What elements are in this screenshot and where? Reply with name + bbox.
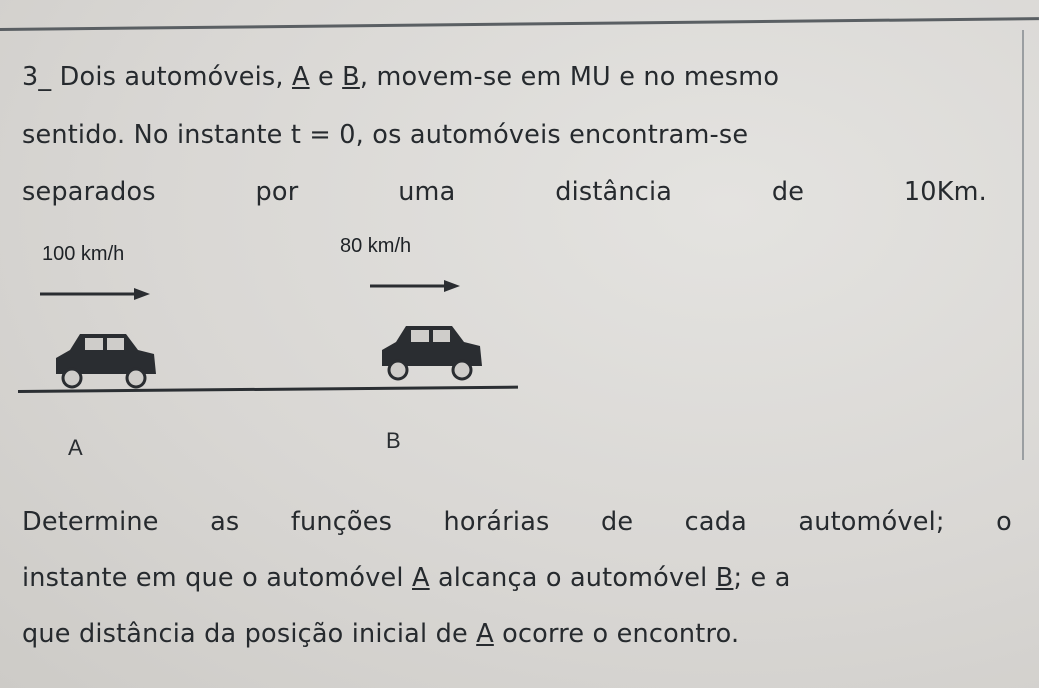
word: as bbox=[210, 507, 240, 537]
word: automóvel; bbox=[798, 507, 945, 537]
word: cada bbox=[684, 507, 747, 537]
velocity-arrow-a bbox=[38, 284, 153, 304]
speed-label-a: 100 km/h bbox=[42, 243, 125, 265]
problem-line-2: sentido. No instante t = 0, os automóveis encontram-se bbox=[22, 120, 749, 150]
word: de bbox=[600, 507, 634, 537]
problem-line-3 bbox=[22, 177, 987, 207]
question-line-1 bbox=[22, 507, 1012, 537]
word: por bbox=[255, 177, 299, 207]
question-line-3 bbox=[22, 619, 739, 649]
problem-number: 3_ bbox=[22, 62, 52, 92]
problem-text: , movem-se em MU e no mesmo bbox=[359, 62, 780, 92]
velocity-arrow-b bbox=[368, 276, 463, 296]
word: uma bbox=[398, 177, 456, 207]
car-label-b: B bbox=[386, 428, 401, 453]
car-a-ref: A bbox=[291, 62, 310, 92]
problem-text: Dois automóveis, bbox=[51, 62, 292, 92]
right-margin-rule bbox=[1022, 30, 1024, 460]
problem-line-1 bbox=[22, 62, 779, 92]
problem-text: e bbox=[309, 62, 343, 92]
car-label-a: A bbox=[68, 435, 83, 460]
word: separados bbox=[22, 177, 156, 207]
car-b-icon bbox=[378, 320, 486, 382]
question-text: que distância da posição inicial de bbox=[22, 619, 477, 649]
car-b-ref: B bbox=[342, 62, 360, 92]
word: de bbox=[771, 177, 805, 207]
speed-label-b: 80 km/h bbox=[340, 235, 412, 257]
question-line-2 bbox=[22, 563, 791, 593]
word: funções bbox=[290, 507, 393, 537]
word: 10Km. bbox=[903, 177, 987, 207]
question-text: alcança o automóvel bbox=[429, 563, 716, 593]
word: Determine bbox=[22, 507, 159, 537]
word: o bbox=[996, 507, 1012, 537]
question-text: instante em que o automóvel bbox=[22, 563, 412, 593]
car-a-ref: A bbox=[412, 563, 430, 593]
car-a-ref: A bbox=[476, 619, 494, 649]
car-b-ref: B bbox=[715, 563, 734, 593]
word: distância bbox=[555, 177, 673, 207]
question-text: ; e a bbox=[733, 563, 791, 593]
word: horárias bbox=[443, 507, 550, 537]
question-text: ocorre o encontro. bbox=[493, 619, 740, 649]
car-a-icon bbox=[52, 328, 160, 390]
